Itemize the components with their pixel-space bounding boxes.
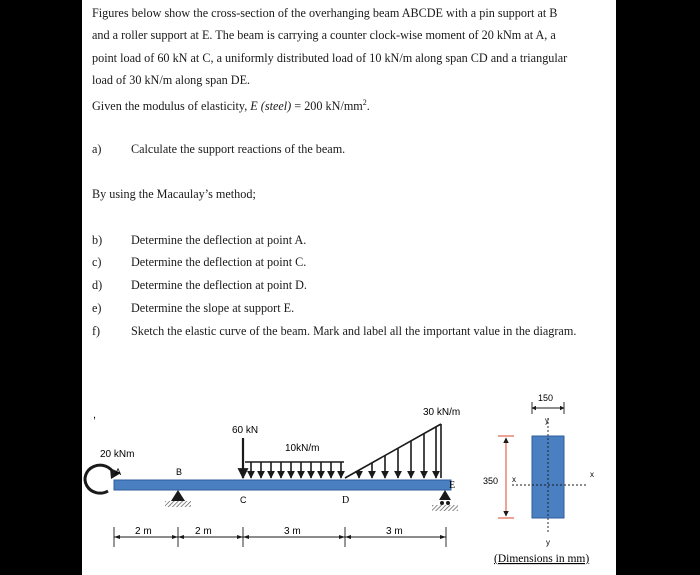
part-b-text: Determine the deflection at point A. (131, 233, 307, 247)
x-right-label: x (590, 470, 594, 479)
part-f-text: Sketch the elastic curve of the beam. Mark and label all the important value in the diagram. (131, 324, 577, 338)
point-c-label: C (240, 495, 247, 505)
part-f-label: f) (92, 324, 101, 338)
point-e-label: E (449, 480, 456, 491)
method-heading: By using the Macaulay’s method; (92, 187, 256, 201)
part-e-text: Determine the slope at support E. (131, 301, 295, 315)
cross-section-rect (532, 436, 564, 518)
part-c-label: c) (92, 255, 102, 269)
beam-body (114, 480, 451, 490)
problem-line-3: point load of 60 kN at C, a uniformly distributed load of 10 kN/m along span CD and a triangular (92, 50, 568, 65)
udl-label: 10kN/m (285, 443, 320, 454)
part-c-text: Determine the deflection at point C. (131, 255, 307, 269)
tri-load-label: 30 kN/m (423, 407, 461, 418)
part-d-label: d) (92, 278, 103, 292)
part-a-text: Calculate the support reactions of the beam. (131, 142, 346, 156)
pin-support-icon (165, 490, 191, 507)
part-b-label: b) (92, 233, 103, 247)
part-e-label: e) (92, 301, 102, 315)
given-line: Given the modulus of elasticity, E (steel) = 200 $kN/mm^2$. (92, 97, 370, 113)
height-label: 350 (483, 476, 499, 486)
span-4-label: 3 m (386, 526, 403, 537)
width-label: 150 (538, 393, 554, 403)
problem-line-4: load of 30 kN/m along span DE. (92, 73, 251, 88)
span-1-label: 2 m (135, 526, 152, 537)
stray-mark: , (93, 409, 97, 421)
span-3-label: 3 m (284, 526, 301, 537)
problem-line-1: Figures below show the cross-section of the overhanging beam ABCDE with a pin support at B (92, 6, 558, 20)
point-b-label: B (176, 467, 183, 477)
moment-label: 20 kNm (100, 449, 135, 460)
roller-support-icon (432, 490, 458, 511)
dimensions-caption: (Dimensions in mm) (494, 553, 590, 565)
part-a-label: a) (92, 142, 102, 156)
y-top-label: y (545, 416, 549, 425)
point-load-label: 60 kN (232, 425, 259, 436)
x-left-label: x (512, 475, 516, 484)
y-bottom-label: y (546, 538, 550, 547)
point-d-label: D (342, 495, 350, 506)
part-d-text: Determine the deflection at point D. (131, 278, 307, 292)
span-2-label: 2 m (195, 526, 212, 537)
triangular-load-icon (345, 424, 441, 478)
width-dimension (532, 402, 564, 414)
point-a-label: A (115, 467, 122, 477)
problem-line-2: and a roller support at E. The beam is carrying a counter clock-wise moment of 20 kNm at A, a (92, 28, 556, 43)
udl-load-icon (245, 462, 344, 478)
